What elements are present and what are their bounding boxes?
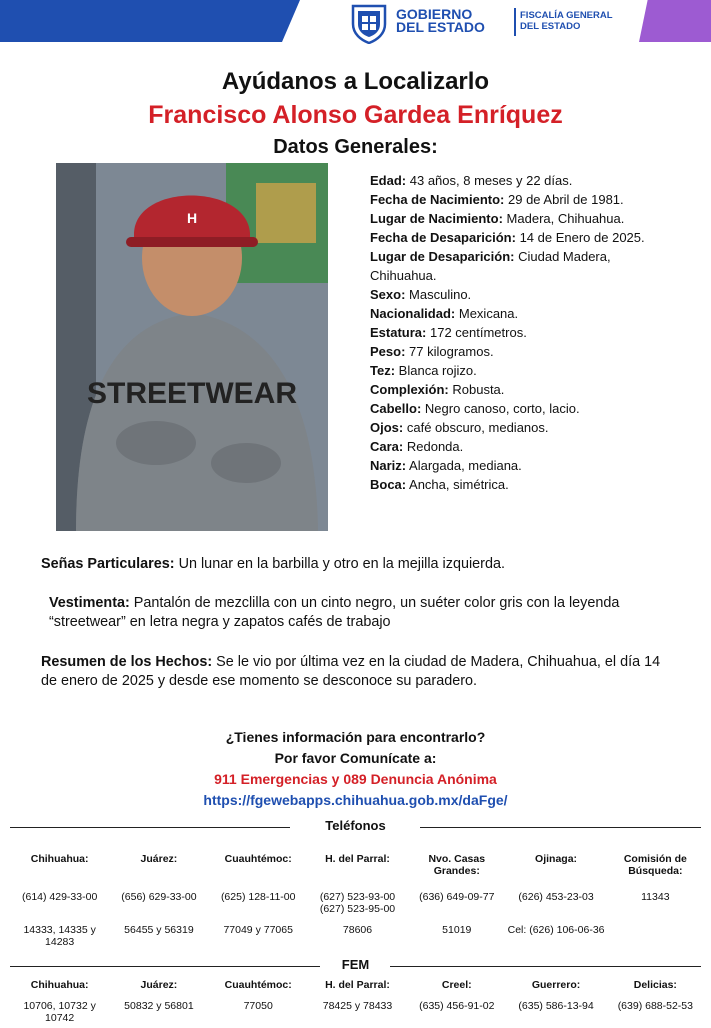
divider-right bbox=[420, 827, 701, 828]
detail-row bbox=[370, 475, 675, 494]
detail-value: Ciudad Madera, Chihuahua. bbox=[370, 249, 611, 283]
header-blue-band bbox=[0, 0, 300, 42]
table-header-cell: Guerrero: bbox=[531, 979, 581, 991]
detail-value: Masculino. bbox=[409, 287, 472, 302]
header-purple-band bbox=[639, 0, 711, 42]
table-cell: Cel: (626) 106-06-36 bbox=[507, 924, 605, 936]
contact-please: Por favor Comunícate a: bbox=[274, 750, 437, 766]
table-header-cell: Cuauhtémoc: bbox=[224, 853, 292, 865]
table-header-cell: Ojinaga: bbox=[535, 853, 578, 865]
detail-row bbox=[370, 323, 675, 342]
person-photo bbox=[56, 163, 328, 531]
fem-row-1 bbox=[10, 1000, 705, 1024]
details-list bbox=[370, 171, 675, 494]
table-cell: 14333, 14335 y 14283 bbox=[23, 924, 96, 948]
svg-text:H: H bbox=[186, 210, 198, 226]
table-cell: 11343 bbox=[641, 891, 670, 903]
contact-question: ¿Tienes información para encontrarlo? bbox=[225, 729, 486, 745]
detail-row bbox=[370, 228, 675, 247]
detail-label: Fecha de Desaparición: bbox=[370, 230, 516, 245]
detail-value: Ancha, simétrica. bbox=[409, 477, 509, 492]
detail-row bbox=[370, 418, 675, 437]
detail-label: Estatura: bbox=[370, 325, 427, 340]
detail-label: Cara: bbox=[370, 439, 404, 454]
table-cell: (656) 629-33-00 bbox=[121, 891, 197, 903]
table-header-cell: Delicias: bbox=[633, 979, 677, 991]
table-cell: 50832 y 56801 bbox=[124, 1000, 194, 1012]
detail-label: Nariz: bbox=[370, 458, 407, 473]
table-cell: 78425 y 78433 bbox=[322, 1000, 393, 1012]
fisc-line-2: DEL ESTADO bbox=[520, 21, 581, 32]
telefonos-row-1 bbox=[10, 891, 705, 915]
table-cell: (627) 523-93-00 (627) 523-95-00 bbox=[319, 891, 396, 915]
report-url[interactable]: https://fgewebapps.chihuahua.gob.mx/daFge/ bbox=[203, 792, 508, 808]
detail-row bbox=[370, 209, 675, 228]
general-data-heading: Datos Generales: bbox=[273, 136, 438, 158]
logo-divider bbox=[514, 8, 516, 36]
detail-value: Redonda. bbox=[406, 439, 464, 454]
detail-value: Negro canoso, corto, lacio. bbox=[424, 401, 580, 416]
table-cell: 77049 y 77065 bbox=[223, 924, 293, 936]
senas-label: Señas Particulares: bbox=[41, 556, 175, 572]
table-cell: (635) 456-91-02 bbox=[419, 1000, 495, 1012]
resumen-value: Se le vio por última vez en la ciudad de Madera, Chihuahua, el día 14 de enero de 2025 y desde ese momento se desconoce su paradero. bbox=[41, 654, 661, 689]
detail-label: Tez: bbox=[370, 363, 396, 378]
table-cell: (639) 688-52-53 bbox=[617, 1000, 693, 1012]
detail-value: 172 centímetros. bbox=[429, 325, 527, 340]
resumen-label: Resumen de los Hechos: bbox=[41, 654, 213, 670]
table-cell: 51019 bbox=[442, 924, 472, 936]
table-cell bbox=[606, 924, 705, 948]
table-cell: 56455 y 56319 bbox=[124, 924, 194, 936]
table-header-cell: Juárez: bbox=[140, 979, 178, 991]
detail-value: Blanca rojizo. bbox=[398, 363, 477, 378]
table-header-cell: H. del Parral: bbox=[325, 853, 390, 865]
table-cell: 10706, 10732 y 10742 bbox=[23, 1000, 96, 1024]
gov-line-1: GOBIERNO bbox=[396, 6, 473, 22]
table-header-cell: H. del Parral: bbox=[325, 979, 390, 991]
detail-row bbox=[370, 285, 675, 304]
clothing bbox=[49, 594, 674, 632]
detail-value: Mexicana. bbox=[458, 306, 519, 321]
detail-label: Cabello: bbox=[370, 401, 422, 416]
fiscalia-logo-text bbox=[520, 10, 613, 32]
detail-value: Madera, Chihuahua. bbox=[506, 211, 625, 226]
table-header-cell: Cuauhtémoc: bbox=[224, 979, 292, 991]
table-header-cell: Chihuahua: bbox=[30, 853, 89, 865]
shirt-text: STREETWEAR bbox=[87, 377, 297, 410]
detail-value: 29 de Abril de 1981. bbox=[508, 192, 624, 207]
gobierno-logo-text bbox=[396, 8, 485, 34]
detail-row bbox=[370, 361, 675, 380]
fem-section-header bbox=[0, 957, 711, 975]
missing-person-name: Francisco Alonso Gardea Enríquez bbox=[148, 101, 563, 129]
fem-headers bbox=[10, 979, 705, 991]
emergency-numbers: 911 Emergencias y 089 Denuncia Anónima bbox=[214, 771, 497, 787]
table-cell: (635) 586-13-94 bbox=[518, 1000, 594, 1012]
table-header-cell: Nvo. Casas Grandes: bbox=[428, 853, 486, 877]
header-banner bbox=[0, 0, 711, 42]
state-shield-icon bbox=[349, 2, 389, 44]
detail-label: Ojos: bbox=[370, 420, 404, 435]
table-header-cell: Creel: bbox=[441, 979, 472, 991]
fem-title: FEM bbox=[341, 957, 370, 972]
vestimenta-value: Pantalón de mezclilla con un cinto negro, un suéter color gris con la leyenda “streetwear” en letra negra y zapatos cafés de trabajo bbox=[49, 595, 620, 630]
detail-value: 77 kilogramos. bbox=[409, 344, 494, 359]
detail-row bbox=[370, 247, 675, 285]
table-cell: (625) 128-11-00 bbox=[220, 891, 296, 903]
detail-value: Alargada, mediana. bbox=[409, 458, 522, 473]
table-cell: 77050 bbox=[243, 1000, 273, 1012]
table-cell: (626) 453-23-03 bbox=[518, 891, 594, 903]
table-cell: (636) 649-09-77 bbox=[419, 891, 495, 903]
detail-label: Nacionalidad: bbox=[370, 306, 456, 321]
detail-row bbox=[370, 190, 675, 209]
detail-label: Edad: bbox=[370, 173, 407, 188]
senas-value: Un lunar en la barbilla y otro en la mejilla izquierda. bbox=[178, 556, 505, 572]
detail-value: 14 de Enero de 2025. bbox=[519, 230, 645, 245]
detail-label: Complexión: bbox=[370, 382, 449, 397]
fisc-line-1: FISCALÍA GENERAL bbox=[520, 10, 613, 21]
detail-label: Fecha de Nacimiento: bbox=[370, 192, 505, 207]
table-header-cell: Juárez: bbox=[140, 853, 178, 865]
detail-label: Sexo: bbox=[370, 287, 406, 302]
detail-row bbox=[370, 304, 675, 323]
detail-row bbox=[370, 171, 675, 190]
table-header-cell: Chihuahua: bbox=[30, 979, 89, 991]
table-header-cell: Comisión de Búsqueda: bbox=[623, 853, 687, 877]
distinguishing-marks bbox=[41, 555, 674, 574]
telefonos-row-2 bbox=[10, 924, 705, 948]
gov-line-2: DEL ESTADO bbox=[396, 19, 485, 35]
detail-row bbox=[370, 342, 675, 361]
fem-divider-right bbox=[390, 966, 701, 967]
summary bbox=[41, 653, 674, 691]
poster-title: Ayúdanos a Localizarlo bbox=[221, 68, 490, 95]
detail-row bbox=[370, 437, 675, 456]
vestimenta-label: Vestimenta: bbox=[49, 595, 130, 611]
detail-value: 43 años, 8 meses y 22 días. bbox=[409, 173, 573, 188]
detail-value: Robusta. bbox=[452, 382, 505, 397]
detail-row bbox=[370, 380, 675, 399]
detail-label: Peso: bbox=[370, 344, 406, 359]
detail-label: Lugar de Nacimiento: bbox=[370, 211, 503, 226]
detail-value: café obscuro, medianos. bbox=[406, 420, 549, 435]
telefonos-title: Teléfonos bbox=[325, 818, 386, 833]
telefonos-section-header bbox=[0, 818, 711, 836]
person-photo-illustration bbox=[56, 163, 328, 531]
detail-row bbox=[370, 399, 675, 418]
telefonos-headers bbox=[10, 853, 705, 877]
detail-label: Boca: bbox=[370, 477, 407, 492]
detail-label: Lugar de Desaparición: bbox=[370, 249, 515, 264]
detail-row bbox=[370, 456, 675, 475]
table-cell: 78606 bbox=[342, 924, 373, 936]
table-cell: (614) 429-33-00 bbox=[21, 891, 98, 903]
